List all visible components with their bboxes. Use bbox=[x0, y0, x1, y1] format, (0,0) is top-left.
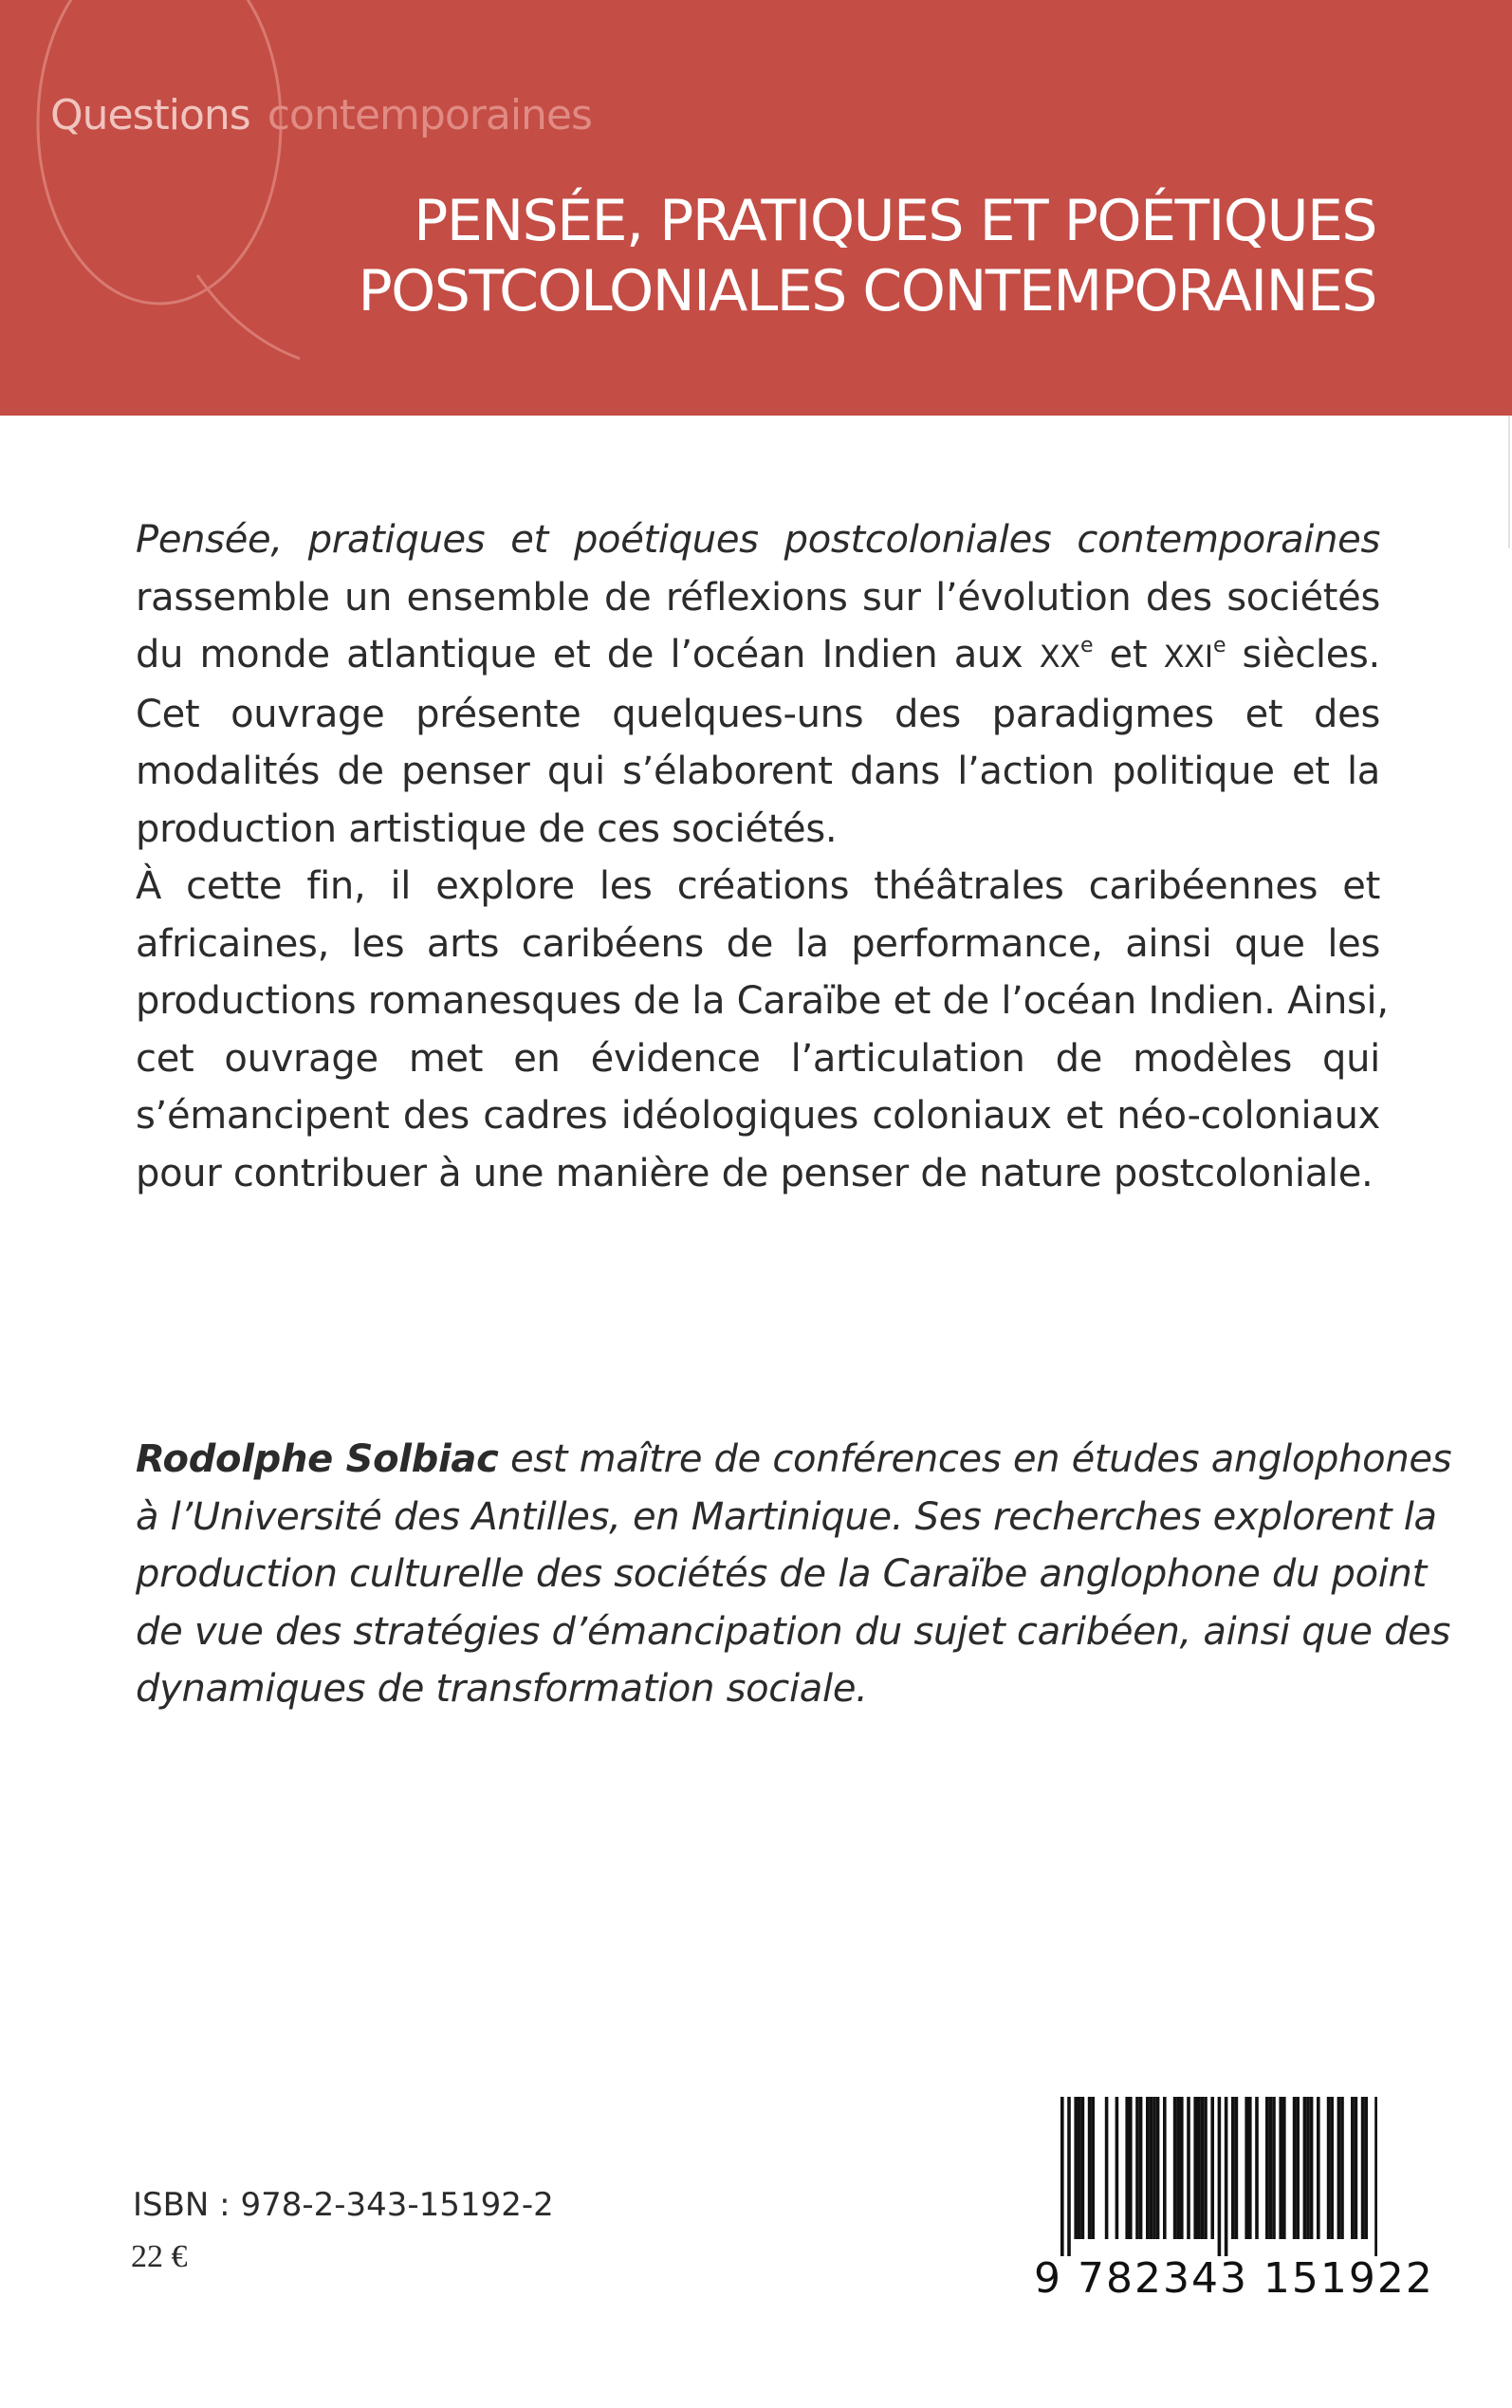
barcode-bar bbox=[1327, 2097, 1331, 2239]
barcode-bar bbox=[1306, 2097, 1310, 2239]
barcode-bar bbox=[1272, 2097, 1276, 2239]
barcode-bar bbox=[1176, 2097, 1180, 2239]
price: 22 € bbox=[131, 2239, 188, 2274]
barcode-bar bbox=[1364, 2097, 1368, 2239]
book-title bbox=[358, 186, 1376, 326]
description-line: du monde atlantique et de l’océan Indien aux XXe et XXIe siècles. bbox=[136, 633, 1380, 676]
barcode-bar bbox=[1125, 2097, 1129, 2239]
bio-line: production culturelle des sociétés de la Caraïbe anglophone du point bbox=[136, 1552, 1427, 1596]
barcode-bar bbox=[1180, 2097, 1184, 2239]
barcode-bars bbox=[1034, 2097, 1377, 2258]
barcode-bar bbox=[1310, 2097, 1314, 2239]
barcode-bar bbox=[1105, 2097, 1109, 2239]
barcode-bar bbox=[1265, 2097, 1269, 2239]
barcode-bar bbox=[1088, 2097, 1092, 2239]
description-line: À cette fin, il explore les créations théâtrales caribéennes et bbox=[136, 864, 1380, 908]
barcode bbox=[1034, 2097, 1434, 2303]
barcode-bar bbox=[1116, 2097, 1119, 2239]
barcode-bar bbox=[1235, 2097, 1239, 2239]
description-line: Cet ouvrage présente quelques-uns des paradigmes et des bbox=[136, 692, 1380, 736]
barcode-bar bbox=[1225, 2097, 1228, 2256]
page-edge-line bbox=[1508, 416, 1510, 548]
description-line: production artistique de ces sociétés. bbox=[136, 806, 838, 851]
barcode-bar bbox=[1060, 2097, 1064, 2256]
bio-line: de vue des stratégies d’émancipation du sujet caribéen, ainsi que des bbox=[136, 1609, 1451, 1654]
isbn: ISBN : 978-2-343-15192-2 bbox=[133, 2186, 554, 2224]
bio-line: Rodolphe Solbiac est maître de conférences en études anglophones bbox=[136, 1437, 1452, 1481]
barcode-bar bbox=[1187, 2097, 1190, 2239]
description-title-italic: Pensée, pratiques et poétiques postcoloniales contemporaines bbox=[136, 518, 1380, 562]
description-line: productions romanesques de la Caraïbe et de l’océan Indien. Ainsi, bbox=[136, 979, 1389, 1023]
series-q-logo bbox=[17, 0, 302, 361]
barcode-bar bbox=[1152, 2097, 1156, 2239]
cover-header-band bbox=[0, 0, 1512, 416]
barcode-bar bbox=[1210, 2097, 1214, 2239]
barcode-bar bbox=[1193, 2097, 1197, 2239]
barcode-bar bbox=[1337, 2097, 1341, 2239]
barcode-bar bbox=[1078, 2097, 1081, 2239]
description-line: cet ouvrage met en évidence l’articulation de modèles qui bbox=[136, 1036, 1380, 1081]
series-name bbox=[50, 91, 592, 139]
barcode-bar bbox=[1296, 2097, 1300, 2239]
barcode-digits: 9 782343 151922 bbox=[1034, 2254, 1434, 2303]
barcode-bar bbox=[1279, 2097, 1282, 2239]
barcode-bar bbox=[1156, 2097, 1160, 2239]
description-line bbox=[136, 511, 1380, 569]
description-line: rassemble un ensemble de réflexions sur l’évolution des sociétés bbox=[136, 575, 1380, 620]
barcode-bar bbox=[1361, 2097, 1365, 2239]
series-word-contemporaines: contemporaines bbox=[267, 91, 592, 139]
description-line: africaines, les arts caribéens de la performance, ainsi que les bbox=[136, 921, 1380, 966]
barcode-bar bbox=[1355, 2097, 1358, 2239]
barcode-bar bbox=[1163, 2097, 1167, 2239]
barcode-bar bbox=[1067, 2097, 1071, 2256]
barcode-bar bbox=[1146, 2097, 1150, 2239]
book-title-line-1: PENSÉE, PRATIQUES ET POÉTIQUES bbox=[414, 188, 1376, 254]
series-word-questions: Questions bbox=[50, 91, 250, 139]
barcode-bar bbox=[1197, 2097, 1201, 2239]
barcode-bar bbox=[1317, 2097, 1320, 2239]
description-line: pour contribuer à une manière de penser de nature postcoloniale. bbox=[136, 1151, 1374, 1195]
description-line: modalités de penser qui s’élaborent dans l’action politique et la bbox=[136, 750, 1380, 793]
barcode-bar bbox=[1081, 2097, 1085, 2239]
barcode-bar bbox=[1135, 2097, 1139, 2239]
barcode-bar bbox=[1201, 2097, 1205, 2239]
barcode-bar bbox=[1282, 2097, 1286, 2239]
author-bio bbox=[136, 1431, 1452, 1718]
barcode-bar bbox=[1139, 2097, 1143, 2239]
bio-line: à l’Université des Antilles, en Martinique. Ses recherches explorent la bbox=[136, 1494, 1437, 1539]
barcode-bar bbox=[1374, 2097, 1377, 2256]
barcode-bar bbox=[1303, 2097, 1307, 2239]
barcode-bar bbox=[1255, 2097, 1259, 2239]
barcode-bar bbox=[1269, 2097, 1273, 2239]
book-title-line-2: POSTCOLONIALES CONTEMPORAINES bbox=[358, 258, 1376, 324]
barcode-bar bbox=[1330, 2097, 1334, 2239]
author-name: Rodolphe Solbiac bbox=[136, 1437, 499, 1481]
barcode-bar bbox=[1245, 2097, 1248, 2239]
barcode-bar bbox=[1204, 2097, 1208, 2239]
barcode-bar bbox=[1129, 2097, 1133, 2239]
book-description bbox=[136, 511, 1389, 1202]
barcode-bar bbox=[1340, 2097, 1344, 2239]
barcode-bar bbox=[1150, 2097, 1153, 2239]
barcode-bar bbox=[1218, 2097, 1222, 2256]
barcode-bar bbox=[1293, 2097, 1297, 2239]
barcode-bar bbox=[1091, 2097, 1095, 2239]
description-line: s’émancipent des cadres idéologiques coloniaux et néo-coloniaux bbox=[136, 1094, 1380, 1138]
barcode-bar bbox=[1248, 2097, 1252, 2239]
bio-line: dynamiques de transformation sociale. bbox=[136, 1667, 868, 1711]
barcode-bar bbox=[1231, 2097, 1235, 2239]
barcode-bar bbox=[1351, 2097, 1355, 2239]
barcode-bar bbox=[1173, 2097, 1177, 2239]
barcode-bar bbox=[1074, 2097, 1078, 2239]
